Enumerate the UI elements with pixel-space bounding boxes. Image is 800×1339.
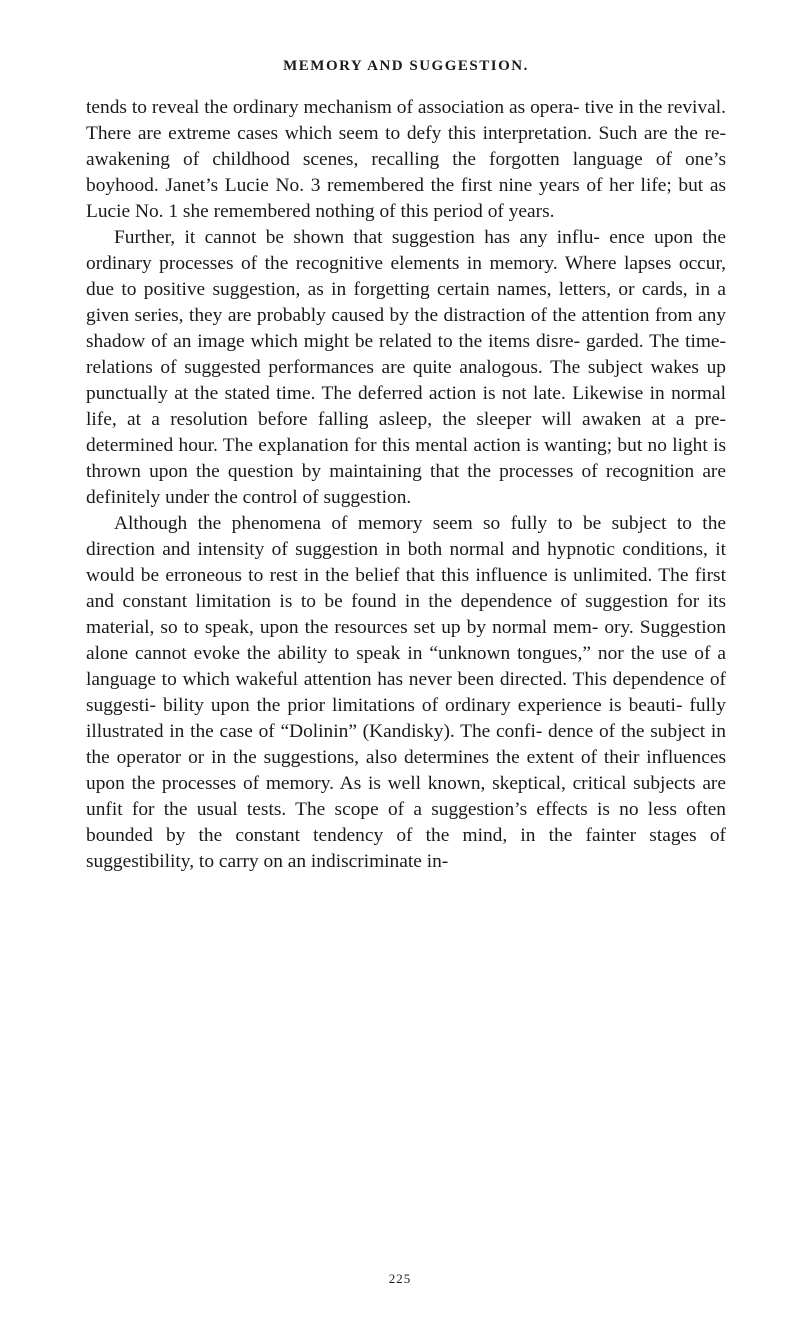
paragraph-2: Further, it cannot be shown that suggestion has any influ- ence upon the ordinary processes of the recognitive elements in memory. Where lapses occur, due to positive suggestion, as in forgetting certain names, letters, or cards, in a given series, they are probably caused by the distraction of the attention from any shadow of an image which might be related to the items disre- garded. The time-relations of suggested performances are quite analogous. The subject wakes up punctually at the stated time. The deferred action is not late. Likewise in normal life, at a resolution before falling asleep, the sleeper will awaken at a pre- determined hour. The explanation for this mental action is wanting; but no light is thrown upon the question by maintaining that the processes of recognition are definitely under the control of suggestion. (86, 227, 726, 508)
paragraph-3: Although the phenomena of memory seem so fully to be subject to the direction and intensity of suggestion in both normal and hypnotic conditions, it would be erroneous to rest in the belief that this influence is unlimited. The first and constant limitation is to be found in the dependence of suggestion for its material, so to speak, upon the resources set up by normal mem- ory. Suggestion alone cannot evoke the ability to speak in “unknown tongues,” nor the use of a language to which wakeful attention has never been directed. This dependence of suggesti- bility upon the prior limitations of ordinary experience is beauti- fully illustrated in the case of “Dolinin” (Kandisky). The confi- dence of the subject in the operator or in the suggestions, also determines the extent of their influences upon the processes of memory. As is well known, skeptical, critical subjects are unfit for the usual tests. The scope of a suggestion’s effects is no less often bounded by the constant tendency of the mind, in the fainter stages of suggestibility, to carry on an indiscriminate in- (86, 513, 726, 872)
book-page (86, 58, 726, 875)
body-text (86, 95, 726, 875)
running-head: MEMORY AND SUGGESTION. (283, 58, 529, 74)
paragraph-1: tends to reveal the ordinary mechanism of association as opera- tive in the revival. There are extreme cases which seem to defy this interpretation. Such are the re-awakening of childhood scenes, recalling the forgotten language of one’s boyhood. Janet’s Lucie No. 3 remembered the first nine years of her life; but as Lucie No. 1 she remembered nothing of this period of years. (86, 97, 726, 222)
page-number: 225 (388, 1271, 412, 1286)
